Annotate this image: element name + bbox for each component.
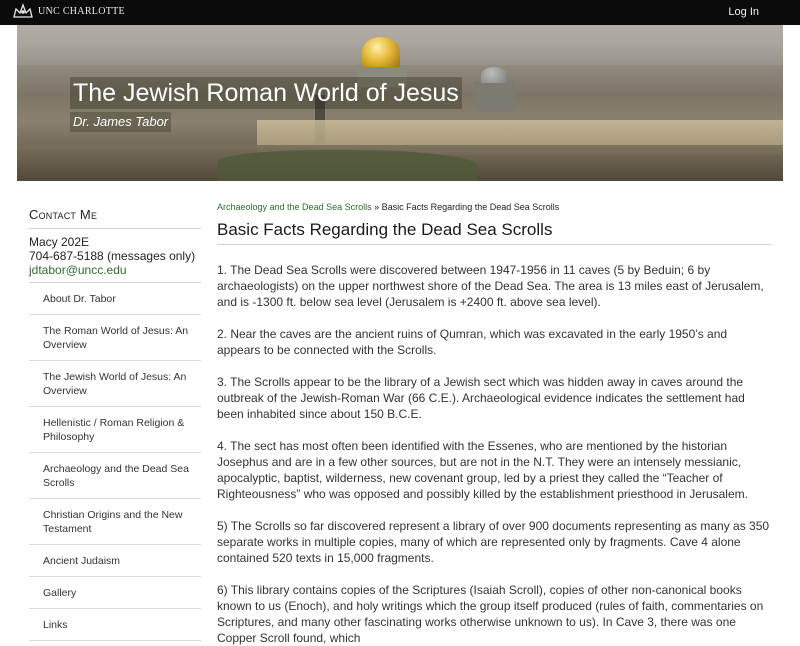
main-content: [217, 200, 771, 646]
sidebar-item-jewish-world[interactable]: The Jewish World of Jesus: An Overview: [29, 361, 201, 407]
sidebar-item-about[interactable]: About Dr. Tabor: [29, 283, 201, 315]
paragraph: 4. The sect has most often been identified with the Essenes, who are mentioned by the historian Josephus and are in a few other sources, but are not in the N.T. They were an intensely messianic, apocalyptic, baptist, wilderness, new covenant group, led by a priest they called the “Teacher of Righteousness” who was opposed and possibly killed by the establishment priesthood in Jerusalem.: [217, 439, 748, 501]
paragraph: 2. Near the caves are the ancient ruins of Qumran, which was excavated in the early 1950’s and appears to be connected with the Scrolls.: [217, 327, 728, 357]
top-bar: [0, 0, 800, 25]
login-link[interactable]: Log In: [728, 6, 759, 18]
sidebar-item-roman-world[interactable]: The Roman World of Jesus: An Overview: [29, 315, 201, 361]
contact-heading: Contact Me: [29, 207, 201, 229]
logo-text: UNC CHARLOTTE: [38, 5, 125, 17]
breadcrumb-current: Basic Facts Regarding the Dead Sea Scrolls: [381, 202, 560, 212]
site-title[interactable]: The Jewish Roman World of Jesus: [70, 77, 462, 109]
sidebar-item-links[interactable]: Links: [29, 609, 201, 641]
dome-of-the-rock-image: [362, 37, 400, 67]
paragraph: 6) This library contains copies of the Scriptures (Isaiah Scroll), copies of other non-canonical books known to us (Enoch), and holy writings which the group itself produced (rules of faith, commentaries on Scriptures, and many other fascinating works otherwise unknown to us). In Cave 3, there was one Copper Scroll found, which: [217, 583, 764, 645]
sidebar-item-gallery[interactable]: Gallery: [29, 577, 201, 609]
breadcrumb: [217, 200, 771, 214]
office-location: Macy 202E: [29, 235, 90, 249]
contact-info: [29, 235, 201, 277]
sidebar-item-archaeology[interactable]: Archaeology and the Dead Sea Scrolls: [29, 453, 201, 499]
banner-sky: [17, 25, 783, 65]
crown-emblem-icon: [12, 3, 34, 19]
breadcrumb-link[interactable]: Archaeology and the Dead Sea Scrolls: [217, 202, 372, 212]
breadcrumb-separator: »: [374, 202, 380, 212]
sidebar-item-hellenistic-religion[interactable]: Hellenistic / Roman Religion & Philosophy: [29, 407, 201, 453]
sidebar-item-christian-origins[interactable]: Christian Origins and the New Testament: [29, 499, 201, 545]
email-link[interactable]: jdtabor@uncc.edu: [29, 263, 127, 277]
sidebar-item-ancient-judaism[interactable]: Ancient Judaism: [29, 545, 201, 577]
banner-building: [475, 81, 515, 111]
paragraph: 3. The Scrolls appear to be the library of a Jewish sect which was hidden away in caves around the outbreak of the Jewish-Roman War (66 C.E.). Archaeological evidence indicates the settlement had been inhabited since about 150 B.C.E.: [217, 375, 745, 421]
paragraph: 1. The Dead Sea Scrolls were discovered between 1947-1956 in 11 caves (5 by Beduin; 6 by archaeologists) on the upper northwest shore of the Dead Sea. The area is 13 miles east of Jerusalem, and is -1300 ft. below sea level (Jerusalem is +2400 ft. above sea level).: [217, 263, 764, 309]
paragraph: 5) The Scrolls so far discovered represent a library of over 900 documents representing as many as 350 separate works in multiple copies, many of which are represented only by fragments. Cave 4 alone contained 520 texts in 15,000 fragments.: [217, 519, 770, 565]
sidebar: [29, 207, 201, 641]
university-logo[interactable]: [12, 3, 125, 19]
header-banner: [17, 25, 783, 181]
banner-trees: [217, 150, 477, 181]
sidebar-nav: [29, 282, 201, 641]
mosque-dome-image: [481, 67, 507, 83]
page-title: Basic Facts Regarding the Dead Sea Scrolls: [217, 218, 771, 245]
site-subtitle: Dr. James Tabor: [70, 112, 171, 132]
phone-number: 704-687-5188 (messages only): [29, 249, 196, 263]
